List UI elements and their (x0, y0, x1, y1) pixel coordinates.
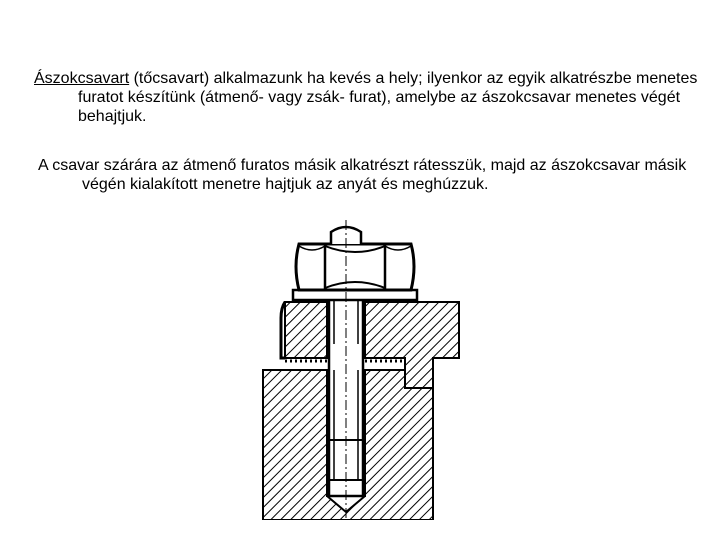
paragraph-stud-bolt-definition (34, 69, 718, 126)
paragraph1-rest: (tőcsavart) alkalmazunk ha kevés a hely; ilyenkor az egyik alkatrészbe menetes furatot készítünk (átmenő- vagy zsák- furat), amelybe az ászokcsavar menetes végét behajtjuk. (78, 70, 698, 125)
term-aszokcsavar: Ászokcsavart (34, 70, 130, 87)
nut (296, 244, 414, 290)
stud-bolt-cross-section-drawing (255, 218, 467, 520)
paragraph-assembly-steps: A csavar szárára az átmenő furatos másik alkatrészt rátesszük, majd az ászokcsavar másik végén kialakított menetre hajtjuk az anyát és meghúzzuk. (38, 157, 687, 193)
